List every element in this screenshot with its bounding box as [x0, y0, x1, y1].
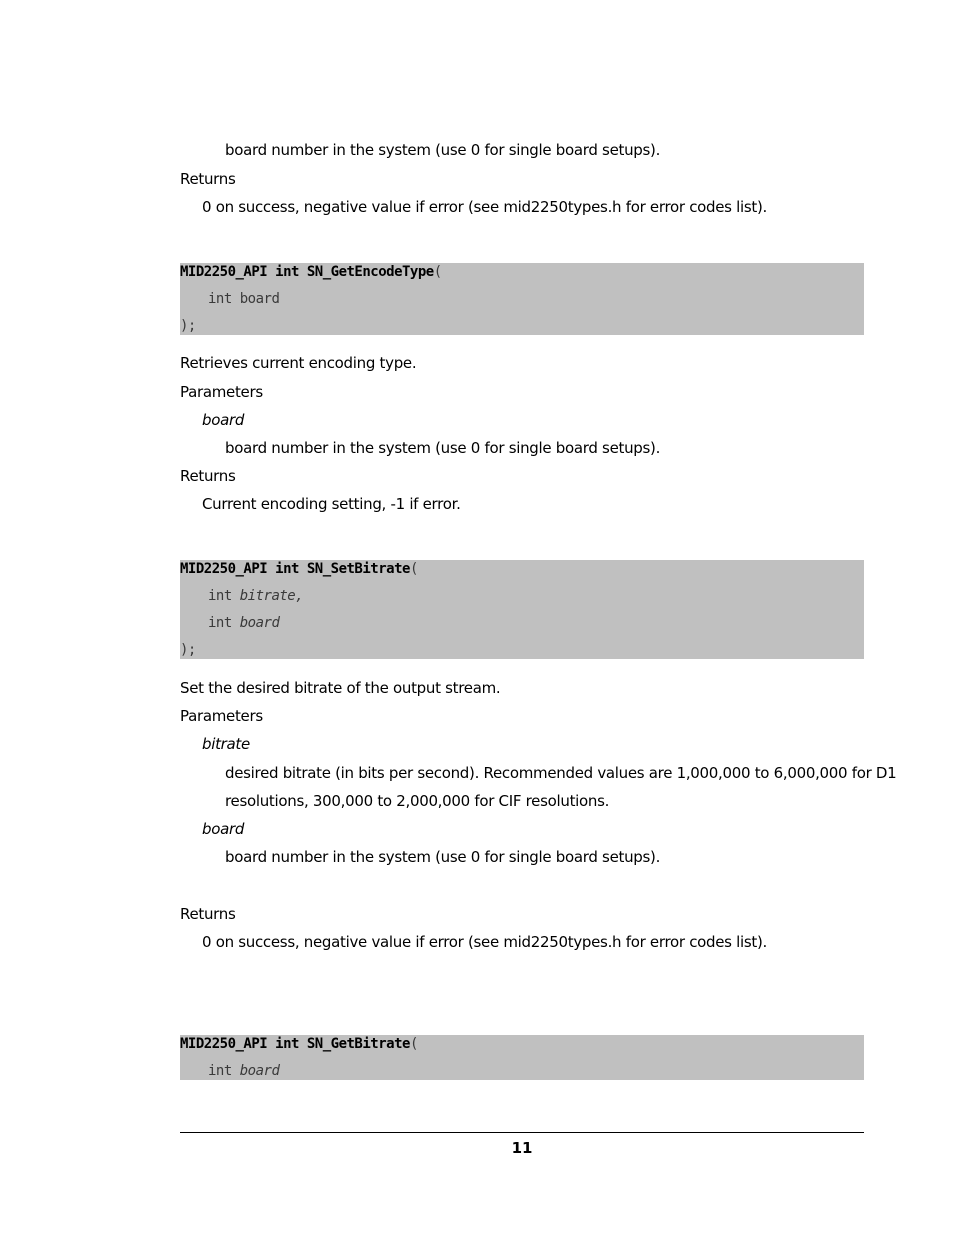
function-argument: int bitrate, — [208, 588, 304, 604]
parameters-heading: Parameters — [180, 383, 263, 401]
function-close: ); — [180, 642, 196, 658]
function-close: ); — [180, 318, 196, 334]
page-number: 11 — [511, 1139, 533, 1157]
function-signature: MID2250_API int SN_GetEncodeType( — [180, 264, 442, 280]
function-description: Retrieves current encoding type. — [180, 354, 417, 372]
returns-description: Current encoding setting, -1 if error. — [202, 495, 461, 513]
returns-heading: Returns — [180, 905, 236, 923]
code-block-set-bitrate — [180, 560, 864, 659]
footer-rule — [180, 1132, 864, 1133]
function-argument: int board — [208, 1063, 280, 1079]
function-argument: int board — [208, 615, 280, 631]
code-block-get-encode-type — [180, 263, 864, 335]
param-name: board — [202, 411, 245, 429]
function-signature: MID2250_API int SN_GetBitrate( — [180, 1036, 418, 1052]
function-argument: int board — [208, 291, 280, 307]
param-name: board — [202, 820, 245, 838]
param-description: resolutions, 300,000 to 2,000,000 for CIF resolutions. — [225, 792, 610, 810]
code-block-get-bitrate — [180, 1035, 864, 1080]
param-description: board number in the system (use 0 for single board setups). — [225, 141, 661, 159]
param-name: bitrate — [202, 735, 250, 753]
returns-description: 0 on success, negative value if error (see mid2250types.h for error codes list). — [202, 933, 767, 951]
returns-description: 0 on success, negative value if error (see mid2250types.h for error codes list). — [202, 198, 767, 216]
param-description: desired bitrate (in bits per second). Recommended values are 1,000,000 to 6,000,000 for D1 — [225, 764, 897, 782]
returns-heading: Returns — [180, 170, 236, 188]
param-description: board number in the system (use 0 for single board setups). — [225, 439, 661, 457]
parameters-heading: Parameters — [180, 707, 263, 725]
function-description: Set the desired bitrate of the output stream. — [180, 679, 501, 697]
function-signature: MID2250_API int SN_SetBitrate( — [180, 561, 418, 577]
param-description: board number in the system (use 0 for single board setups). — [225, 848, 661, 866]
returns-heading: Returns — [180, 467, 236, 485]
